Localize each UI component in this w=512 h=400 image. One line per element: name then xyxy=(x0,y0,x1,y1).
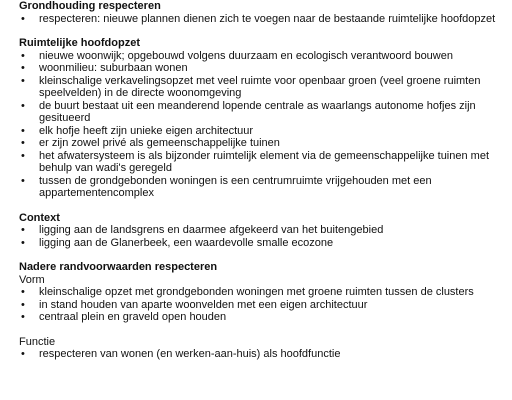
bullet-icon: • xyxy=(21,236,25,249)
list-item: • tussen de grondgebonden woningen is een centrumruimte vrijgehouden met een appartementencomplex xyxy=(21,174,432,199)
section-nadere-randvoorwaarden xyxy=(19,261,505,361)
bullet-icon: • xyxy=(21,224,25,236)
list-item: • respecteren van wonen (en werken-aan-huis) als hoofdfunctie xyxy=(21,348,341,360)
list-item: • ligging aan de Glanerbeek, een waardevolle smalle ecozone xyxy=(21,236,334,249)
list-item: • elk hofje heeft zijn unieke eigen architectuur xyxy=(21,124,254,137)
list-item: • ligging aan de landsgrens en daarmee afgekeerd van het buitengebied xyxy=(21,224,384,236)
bullet-icon: • xyxy=(21,124,25,137)
subsection-label: Functie xyxy=(19,335,56,348)
subsection-label: Vorm xyxy=(19,273,45,286)
list-item: • centraal plein en graveld open houden xyxy=(21,311,227,323)
bullet-list xyxy=(19,224,505,249)
list-item: • het afwatersysteem is als bijzonder ruimtelijk element via de gemeenschappelijke tuinen met behulp van wadi's geregeld xyxy=(21,149,490,174)
bullet-icon: • xyxy=(21,74,25,87)
list-item: • woonmilieu: suburbaan wonen xyxy=(21,62,188,74)
section-heading: Grondhouding respecteren xyxy=(19,0,161,12)
bullet-icon: • xyxy=(21,49,25,62)
list-item: • in stand houden van aparte woonvelden met een eigen architectuur xyxy=(21,298,368,311)
section-grondhouding xyxy=(19,0,505,25)
bullet-icon: • xyxy=(21,62,25,74)
list-item: • de buurt bestaat uit een meanderend lopende centrale as waarlangs autonome hofjes zijn gesitueerd xyxy=(21,99,476,124)
bullet-list xyxy=(19,348,505,361)
section-heading: Ruimtelijke hoofdopzet xyxy=(19,37,140,49)
bullet-icon: • xyxy=(21,298,25,311)
section-heading: Nadere randvoorwaarden respecteren xyxy=(19,261,218,273)
bullet-icon: • xyxy=(21,286,25,298)
list-item: • kleinschalige opzet met grondgebonden woningen met groene ruimten tussen de clusters xyxy=(21,286,474,298)
bullet-list xyxy=(19,13,505,26)
bullet-icon: • xyxy=(21,348,25,360)
section-context xyxy=(19,212,505,250)
bullet-list xyxy=(19,50,505,200)
bullet-icon: • xyxy=(21,137,25,149)
document-body xyxy=(19,0,505,361)
list-item: • er zijn zowel privé als gemeenschappelijke tuinen xyxy=(21,137,280,149)
section-ruimtelijke-hoofdopzet xyxy=(19,37,505,200)
bullet-icon: • xyxy=(21,174,25,187)
list-item: • respecteren: nieuwe plannen dienen zich te voegen naar de bestaande ruimtelijke hoofdopzet xyxy=(21,12,496,25)
bullet-icon: • xyxy=(21,311,25,323)
bullet-icon: • xyxy=(21,149,25,162)
section-heading: Context xyxy=(19,211,60,224)
bullet-icon: • xyxy=(21,12,25,25)
list-item: • nieuwe woonwijk; opgebouwd volgens duurzaam en ecologisch verantwoord bouwen xyxy=(21,49,453,62)
bullet-icon: • xyxy=(21,99,25,112)
bullet-list xyxy=(19,286,505,324)
list-item: • kleinschalige verkavelingsopzet met veel ruimte voor openbaar groen (veel groene ruimten speelvelden) in de directe woonomgeving xyxy=(21,74,481,99)
